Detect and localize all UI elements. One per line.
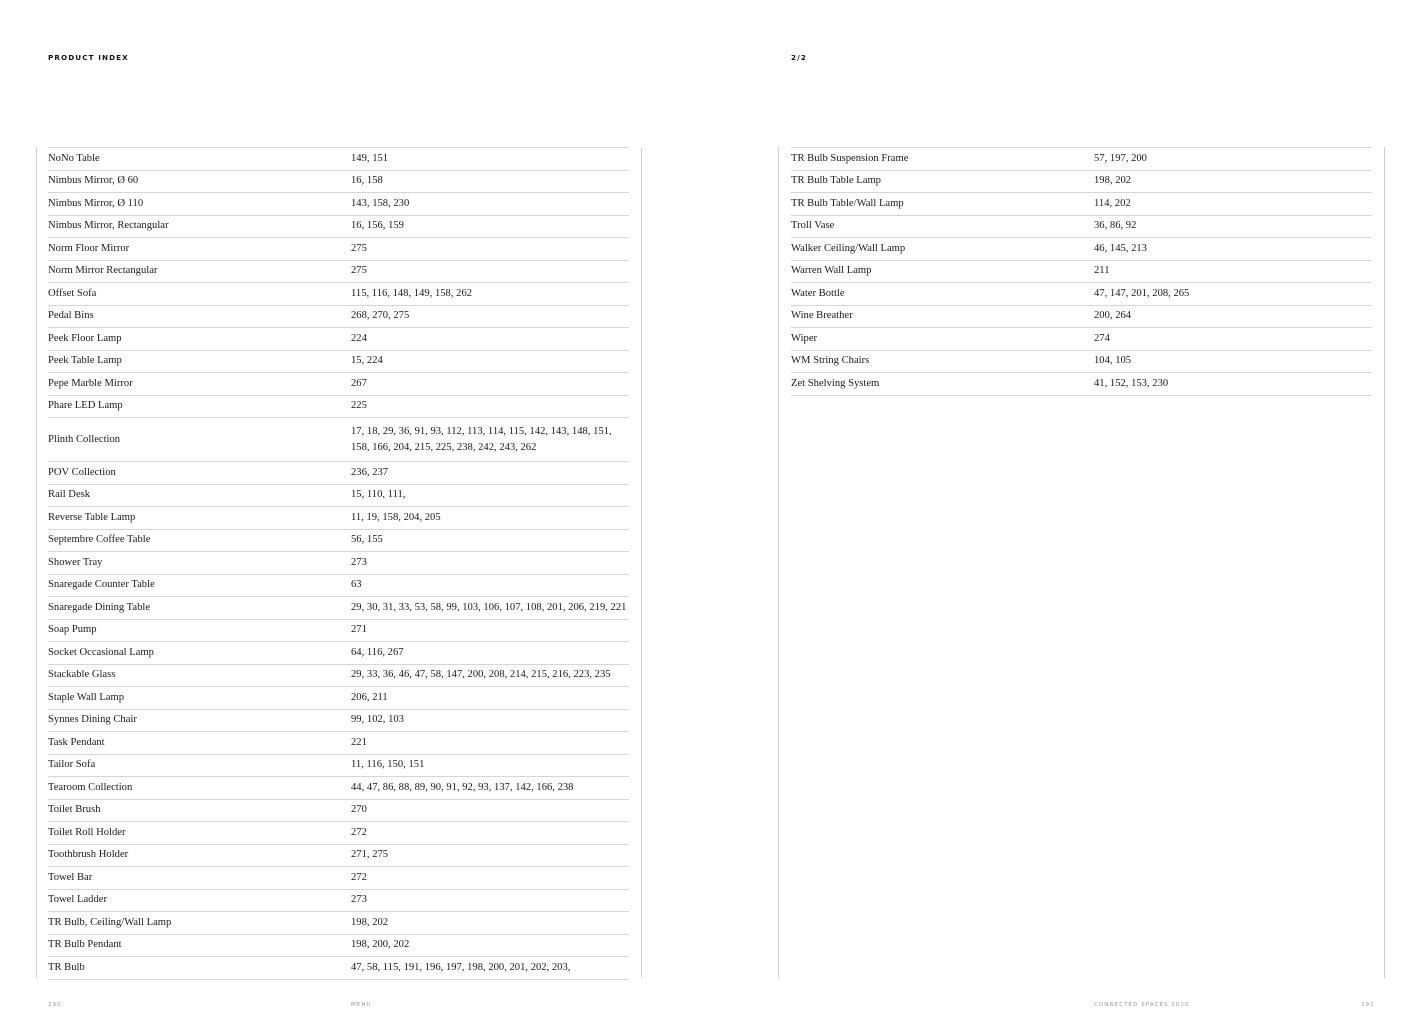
product-name: Wiper (791, 332, 818, 344)
product-name: TR Bulb Table/Wall Lamp (791, 197, 904, 209)
table-row (791, 171, 1372, 194)
table-row (48, 957, 629, 980)
table-row (48, 890, 629, 913)
page-references: 15, 224 (351, 355, 383, 367)
product-name: Nimbus Mirror, Ø 60 (48, 175, 139, 187)
footer-section-label: MENU (351, 1002, 372, 1008)
page-references: 268, 270, 275 (351, 310, 410, 322)
table-row (791, 306, 1372, 329)
table-row (791, 216, 1372, 239)
table-row (791, 193, 1372, 216)
page-references: 225 (351, 400, 367, 412)
footer-publication-title: CONNECTED SPACES 2020 (1094, 1002, 1190, 1008)
product-name: WM String Chairs (791, 355, 870, 367)
index-table-right (791, 147, 1372, 396)
product-name: Warren Wall Lamp (791, 265, 872, 277)
table-row (48, 665, 629, 688)
page-references: 198, 202 (351, 916, 389, 928)
table-row (791, 351, 1372, 374)
product-name: Water Bottle (791, 287, 845, 299)
product-name: TR Bulb Suspension Frame (791, 152, 909, 164)
table-row (48, 418, 629, 462)
table-row (48, 530, 629, 553)
product-name: Snaregade Dining Table (48, 601, 151, 613)
table-row (48, 935, 629, 958)
page-references: 15, 110, 111, (351, 489, 406, 501)
product-name: Norm Floor Mirror (48, 242, 130, 254)
table-row (48, 373, 629, 396)
table-row (48, 462, 629, 485)
page-references: 236, 237 (351, 466, 389, 478)
left-page-edge (36, 147, 37, 978)
table-row (48, 620, 629, 643)
page-references: 64, 116, 267 (351, 646, 404, 658)
table-row (48, 777, 629, 800)
page-references: 63 (351, 579, 362, 591)
product-name: TR Bulb (48, 961, 85, 973)
index-table-left (48, 147, 629, 980)
product-name: Phare LED Lamp (48, 400, 123, 412)
page-references: 267 (351, 377, 367, 389)
product-name: Towel Ladder (48, 894, 107, 906)
product-name: Offset Sofa (48, 287, 97, 299)
product-name: Nimbus Mirror, Rectangular (48, 220, 169, 232)
table-row (48, 396, 629, 419)
table-row (48, 351, 629, 374)
page-references: 99, 102, 103 (351, 714, 404, 726)
product-name: Pepe Marble Mirror (48, 377, 133, 389)
table-row (48, 507, 629, 530)
product-name: NoNo Table (48, 152, 100, 164)
product-name: Peek Floor Lamp (48, 332, 122, 344)
right-column-divider (1384, 147, 1385, 978)
left-column-divider (641, 147, 642, 978)
page-references: 17, 18, 29, 36, 91, 93, 112, 113, 114, 115, 142, 143, 148, 151, 158, 166, 204, 215, 225, 238, 242, 243, 262 (351, 425, 612, 453)
page-references: 272 (351, 826, 367, 838)
page-references: 115, 116, 148, 149, 158, 262 (351, 287, 473, 299)
product-name: Shower Tray (48, 556, 103, 568)
table-row (48, 642, 629, 665)
table-row (48, 845, 629, 868)
table-row (48, 822, 629, 845)
product-name: TR Bulb, Ceiling/Wall Lamp (48, 916, 172, 928)
table-row (48, 867, 629, 890)
product-name: Septembre Coffee Table (48, 534, 151, 546)
table-row (48, 261, 629, 284)
page-references: 11, 19, 158, 204, 205 (351, 511, 441, 523)
table-row (791, 328, 1372, 351)
page-references: 271, 275 (351, 849, 389, 861)
product-name: Troll Vase (791, 220, 835, 232)
table-row (791, 283, 1372, 306)
table-row (48, 171, 629, 194)
product-name: Nimbus Mirror, Ø 110 (48, 197, 144, 209)
product-name: Wine Breather (791, 310, 853, 322)
table-row (48, 216, 629, 239)
table-row (48, 755, 629, 778)
table-row (48, 710, 629, 733)
product-name: Tearoom Collection (48, 781, 133, 793)
page-indicator: 2/2 (791, 53, 807, 62)
table-row (48, 800, 629, 823)
page-references: 114, 202 (1094, 197, 1131, 209)
product-name: Stackable Glass (48, 669, 116, 681)
table-row (48, 552, 629, 575)
page-references: 41, 152, 153, 230 (1094, 377, 1169, 389)
page-title: PRODUCT INDEX (48, 53, 129, 62)
page-references: 104, 105 (1094, 355, 1132, 367)
page-references: 47, 58, 115, 191, 196, 197, 198, 200, 201, 202, 203, (351, 961, 571, 973)
table-row (48, 148, 629, 171)
product-name: Task Pendant (48, 736, 105, 748)
product-name: Synnes Dining Chair (48, 714, 137, 726)
page-references: 206, 211 (351, 691, 388, 703)
table-row (48, 238, 629, 261)
page-references: 57, 197, 200 (1094, 152, 1147, 164)
table-row (48, 597, 629, 620)
page-references: 224 (351, 332, 367, 344)
footer-page-number-left: 290 (48, 1002, 62, 1008)
product-name: Soap Pump (48, 624, 97, 636)
table-row (48, 485, 629, 508)
table-row (791, 148, 1372, 171)
page-references: 46, 145, 213 (1094, 242, 1147, 254)
product-name: Socket Occasional Lamp (48, 646, 154, 658)
page-references: 200, 264 (1094, 310, 1132, 322)
page-references: 29, 30, 31, 33, 53, 58, 99, 103, 106, 107, 108, 201, 206, 219, 221 (351, 601, 627, 613)
product-name: Pedal Bins (48, 310, 94, 322)
footer-page-number-right: 291 (1361, 1002, 1375, 1008)
page-references: 36, 86, 92 (1094, 220, 1137, 232)
page-references: 47, 147, 201, 208, 265 (1094, 287, 1190, 299)
page-references: 16, 156, 159 (351, 220, 404, 232)
page-references: 275 (351, 242, 367, 254)
page-references: 270 (351, 804, 367, 816)
table-row (48, 912, 629, 935)
product-name: Toothbrush Holder (48, 849, 129, 861)
table-row (48, 732, 629, 755)
product-name: Staple Wall Lamp (48, 691, 125, 703)
page-references: 211 (1094, 265, 1110, 277)
page-references: 272 (351, 871, 367, 883)
page-references: 271 (351, 624, 367, 636)
table-row (791, 238, 1372, 261)
product-name: Plinth Collection (48, 433, 121, 445)
product-name: Peek Table Lamp (48, 355, 122, 367)
product-name: POV Collection (48, 466, 116, 478)
page-references: 44, 47, 86, 88, 89, 90, 91, 92, 93, 137, 142, 166, 238 (351, 781, 574, 793)
product-name: Rail Desk (48, 489, 91, 501)
product-name: Snaregade Counter Table (48, 579, 155, 591)
page-references: 198, 200, 202 (351, 939, 410, 951)
table-row (48, 283, 629, 306)
page-references: 143, 158, 230 (351, 197, 410, 209)
page-references: 56, 155 (351, 534, 383, 546)
product-name: Zet Shelving System (791, 377, 880, 389)
table-row (48, 687, 629, 710)
table-row (48, 575, 629, 598)
page-references: 221 (351, 736, 367, 748)
table-row (48, 306, 629, 329)
table-row (48, 328, 629, 351)
product-name: TR Bulb Pendant (48, 939, 122, 951)
page-references: 274 (1094, 332, 1110, 344)
page-references: 198, 202 (1094, 175, 1132, 187)
page-references: 273 (351, 556, 367, 568)
product-name: Toilet Roll Holder (48, 826, 126, 838)
right-page-edge (778, 147, 779, 978)
page-references: 16, 158 (351, 175, 383, 187)
table-row (48, 193, 629, 216)
page-references: 273 (351, 894, 367, 906)
product-name: Walker Ceiling/Wall Lamp (791, 242, 906, 254)
product-name: Norm Mirror Rectangular (48, 265, 158, 277)
table-row (791, 373, 1372, 396)
product-name: Toilet Brush (48, 804, 101, 816)
product-name: TR Bulb Table Lamp (791, 175, 881, 187)
page-references: 149, 151 (351, 152, 389, 164)
table-row (791, 261, 1372, 284)
product-name: Reverse Table Lamp (48, 511, 136, 523)
product-name: Tailor Sofa (48, 759, 96, 771)
page-references: 275 (351, 265, 367, 277)
page-references: 11, 116, 150, 151 (351, 759, 425, 771)
page-references: 29, 33, 36, 46, 47, 58, 147, 200, 208, 214, 215, 216, 223, 235 (351, 669, 611, 681)
product-name: Towel Bar (48, 871, 93, 883)
